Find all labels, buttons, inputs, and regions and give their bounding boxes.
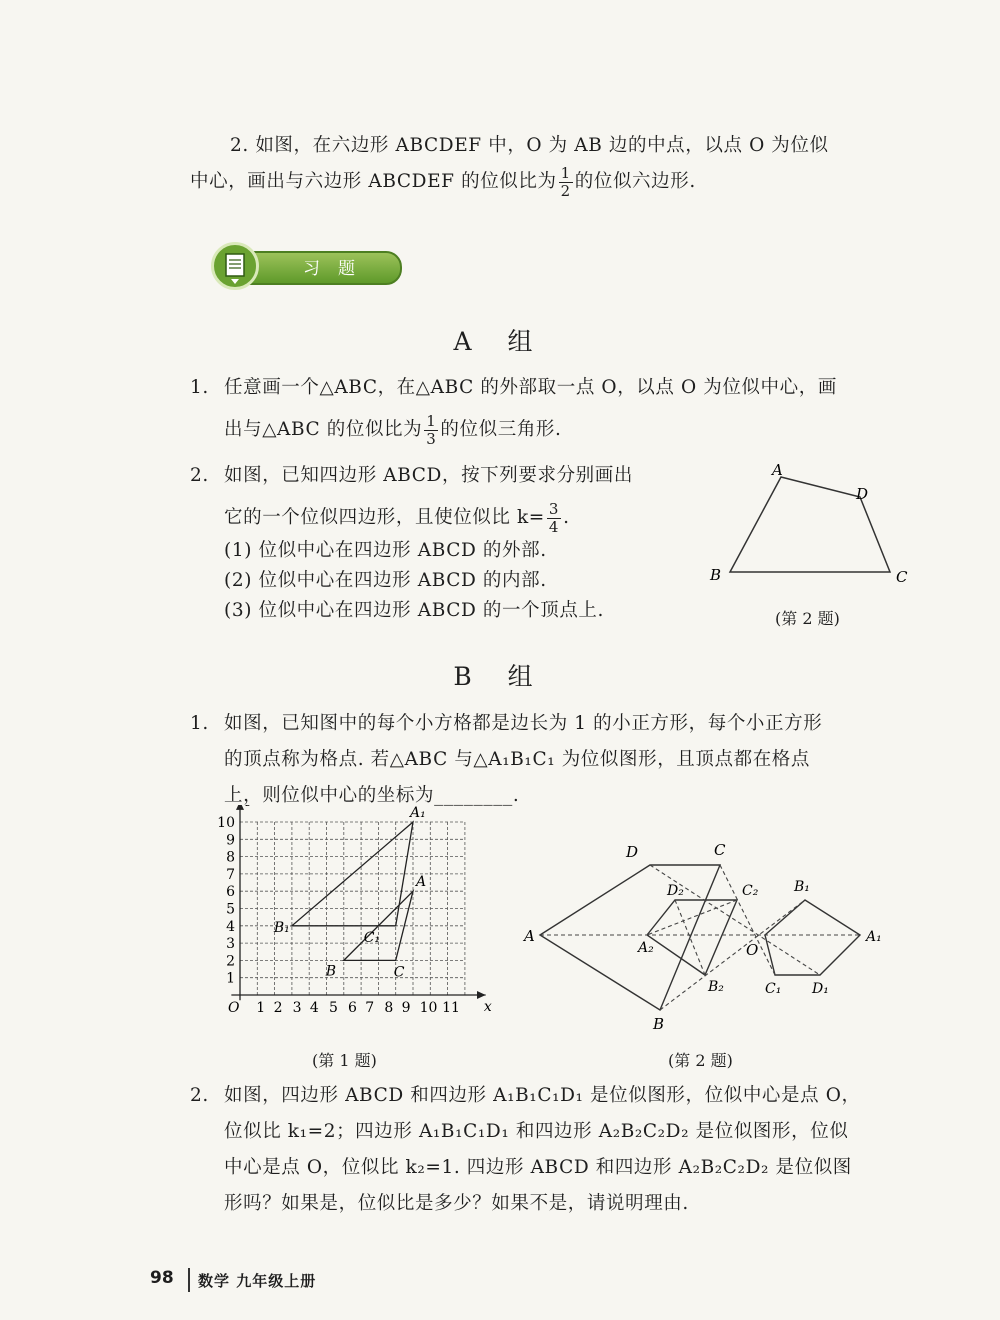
label-a2: A₂ bbox=[638, 940, 654, 956]
x-tick-label: 8 bbox=[384, 1000, 394, 1016]
label-b2: B₂ bbox=[708, 979, 724, 995]
y-tick-label: 4 bbox=[226, 918, 235, 935]
x-tick-label: 5 bbox=[328, 1000, 338, 1016]
group-a-heading: A 组 bbox=[453, 327, 547, 356]
label-c1: C₁ bbox=[363, 929, 381, 946]
label-c: C bbox=[896, 568, 908, 586]
label-a: A bbox=[524, 927, 535, 945]
sub-item-2: (2) 位似中心在四边形 ABCD 的内部. bbox=[224, 570, 547, 591]
label-a: A bbox=[772, 461, 783, 479]
intro-line-2: 中心，画出与六边形 ABCDEF 的位似比为 $\frac{1}{2}$ 的位似六边形. bbox=[190, 163, 696, 200]
group-a-question-2: 2. 如图，已知四边形 ABCD，按下列要求分别画出 它的一个位似四边形，且使位似比 k= $\frac{3}{4}$ . (1) 位似中心在四边形 ABCD 的外部. (2) 位似中心在四边形 ABCD 的内部. (3) 位似中心在四边形 ABCD 的一个顶点上. bbox=[190, 458, 710, 626]
label-c: C bbox=[714, 841, 726, 859]
y-tick-label: 9 bbox=[226, 832, 235, 849]
grid-coordinate-figure bbox=[210, 805, 500, 1045]
y-tick-label: 8 bbox=[226, 849, 235, 866]
x-tick-label: 11 bbox=[442, 1000, 460, 1016]
y-tick-label: 2 bbox=[226, 953, 235, 970]
label-b: B bbox=[710, 566, 722, 584]
sub-item-3: (3) 位似中心在四边形 ABCD 的一个顶点上. bbox=[224, 600, 605, 621]
x-tick-label: 3 bbox=[292, 1000, 302, 1016]
quadrilateral-abcd-figure bbox=[700, 455, 920, 595]
x-axis-arrow-icon bbox=[477, 991, 486, 999]
y-tick-label: 7 bbox=[226, 866, 235, 883]
group-b-heading: B 组 bbox=[453, 662, 547, 691]
sub-item-1: (1) 位似中心在四边形 ABCD 的外部. bbox=[224, 540, 547, 561]
footer-divider bbox=[188, 1268, 190, 1292]
x-tick-label: 7 bbox=[365, 1000, 375, 1016]
label-c: C bbox=[393, 964, 405, 981]
label-d1: D₁ bbox=[812, 981, 829, 997]
y-axis-label bbox=[245, 805, 255, 807]
y-tick-label: 6 bbox=[226, 884, 235, 901]
group-b-question-2: 2. 如图，四边形 ABCD 和四边形 A₁B₁C₁D₁ 是位似图形，位似中心是点 O， 位似比 k₁=2；四边形 A₁B₁C₁D₁ 和四边形 A₂B₂C₂D₂ 是位似图形，位似 中心是点 O，位似比 k₂=1. 四边形 ABCD 和四边形 A₂B₂C₂D₂ 是位似图 形吗？如果是，位似比是多少？如果不是，请说明理由. bbox=[190, 1085, 861, 1214]
label-c1: C₁ bbox=[765, 981, 782, 997]
x-tick-label: 6 bbox=[347, 1000, 357, 1016]
group-a-question-1: 1. 任意画一个△ABC，在△ABC 的外部取一点 O，以点 O 为位似中心，画 出与△ABC 的位似比为 $\frac{1}{3}$ 的位似三角形. bbox=[190, 377, 837, 448]
group-b-question-1: 1. 如图，已知图中的每个小方格都是边长为 1 的小正方形，每个小正方形 的顶点称为格点. 若△ABC 与△A₁B₁C₁ 为位似图形，且顶点都在格点 上，则位似中心的坐标为________. bbox=[190, 713, 823, 806]
exercise-banner bbox=[193, 242, 403, 290]
x-tick-label: 4 bbox=[309, 1000, 319, 1016]
label-a1: A₁ bbox=[866, 929, 882, 945]
label-b: B bbox=[325, 963, 337, 980]
intro-line-1: 2. 如图，在六边形 ABCDEF 中，O 为 AB 边的中点，以点 O 为位似 bbox=[230, 135, 829, 156]
y-tick-label: 5 bbox=[226, 901, 235, 918]
banner-title: 习题 bbox=[303, 259, 373, 279]
label-d2: D₂ bbox=[667, 883, 684, 899]
figure-caption-b2: (第 2 题) bbox=[668, 1051, 733, 1070]
label-b1: B₁ bbox=[273, 919, 290, 936]
label-b1: B₁ bbox=[794, 879, 810, 895]
label-c2: C₂ bbox=[742, 883, 759, 899]
fraction: $\frac{1}{2}$ bbox=[560, 163, 571, 200]
homothety-quadrilaterals-figure bbox=[520, 835, 900, 1035]
x-tick-label: 2 bbox=[273, 1000, 283, 1016]
book-title: 数学 九年级上册 bbox=[198, 1272, 317, 1290]
label-d: D bbox=[856, 485, 869, 503]
label-a1: A₁ bbox=[410, 805, 426, 821]
figure-caption-a2: (第 2 题) bbox=[775, 609, 840, 628]
y-axis-arrow-icon bbox=[236, 805, 244, 810]
y-tick-label: 3 bbox=[226, 936, 235, 953]
label-o: O bbox=[746, 941, 759, 959]
y-tick-label: 10 bbox=[217, 815, 235, 831]
x-tick-label: 10 bbox=[419, 1000, 438, 1016]
label-a: A bbox=[416, 874, 427, 891]
notepad-icon bbox=[211, 242, 259, 290]
page-number: 98 bbox=[150, 1268, 174, 1288]
intro-problem bbox=[190, 128, 910, 200]
x-tick-label: 9 bbox=[401, 1000, 411, 1016]
label-b: B bbox=[653, 1015, 665, 1033]
x-axis-label: x bbox=[483, 999, 492, 1015]
fraction: $\frac{3}{4}$ bbox=[548, 499, 560, 536]
figure-caption-b1: (第 1 题) bbox=[312, 1051, 377, 1070]
origin-label: O bbox=[228, 1000, 240, 1016]
label-d: D bbox=[626, 843, 639, 861]
fraction: $\frac{1}{3}$ bbox=[426, 411, 437, 448]
y-tick-label: 1 bbox=[226, 970, 235, 987]
x-tick-label: 1 bbox=[256, 1000, 266, 1016]
